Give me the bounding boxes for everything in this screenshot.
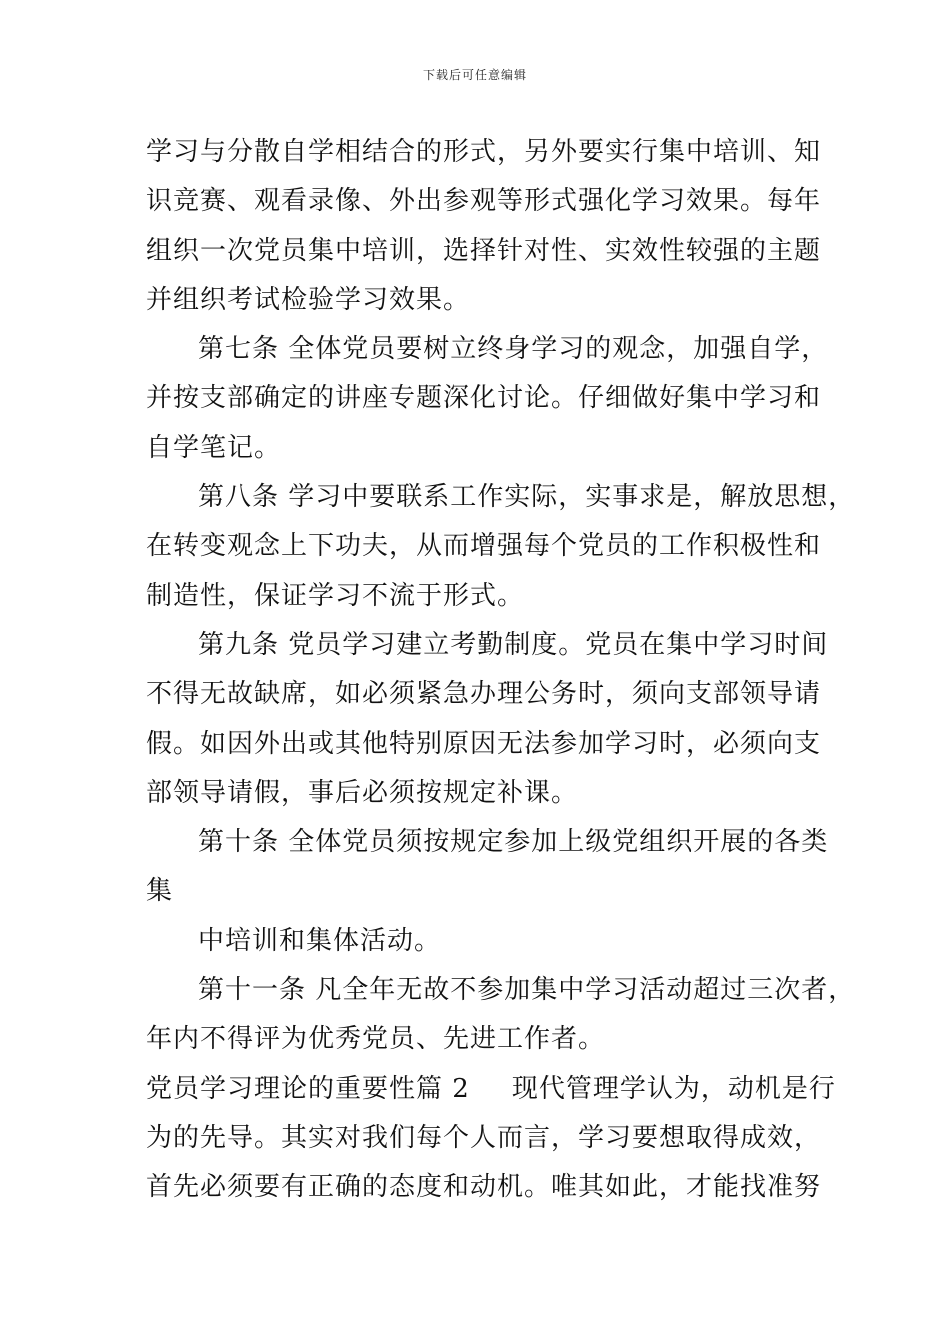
- body-line: 假。如因外出或其他特别原因无法参加学习时，必须向支: [146, 728, 822, 759]
- article-11-line: 第十一条 凡全年无故不参加集中学习活动超过三次者，: [198, 975, 856, 1006]
- article-8-line: 第八条 学习中要联系工作实际，实事求是，解放思想，: [198, 482, 856, 513]
- body-line: 不得无故缺席，如必须紧急办理公务时，须向支部领导请: [146, 679, 822, 710]
- body-line: 在转变观念上下功夫，从而增强每个党员的工作积极性和: [146, 531, 822, 562]
- document-body: [146, 128, 856, 1213]
- body-line: 部领导请假，事后必须按规定补课。: [146, 777, 579, 808]
- section-title: 党员学习理论的重要性篇 2: [146, 1073, 470, 1104]
- body-line: 中培训和集体活动。: [198, 925, 442, 956]
- body-line: 学习与分散自学相结合的形式，另外要实行集中培训、知: [146, 137, 822, 167]
- body-line: 年内不得评为优秀党员、先进工作者。: [146, 1024, 606, 1055]
- section-first-line: 现代管理学认为，动机是行: [511, 1073, 836, 1104]
- article-7-line: 第七条 全体党员要树立终身学习的观念，加强自学，: [198, 334, 829, 365]
- body-line: 制造性，保证学习不流于形式。: [146, 580, 525, 611]
- page-header: 下载后可任意编辑: [422, 68, 527, 82]
- body-line: 识竞赛、观看录像、外出参观等形式强化学习效果。每年: [146, 186, 822, 217]
- body-line: 并组织考试检验学习效果。: [146, 284, 471, 315]
- body-line: 首先必须要有正确的态度和动机。唯其如此，才能找准努: [146, 1172, 822, 1203]
- body-line: 并按支部确定的讲座专题深化讨论。仔细做好集中学习和: [146, 383, 822, 414]
- body-line: 为的先导。其实对我们每个人而言，学习要想取得成效，: [146, 1122, 822, 1153]
- article-10-line: 第十条 全体党员须按规定参加上级党组织开展的各类: [198, 827, 829, 858]
- body-line: 组织一次党员集中培训，选择针对性、实效性较强的主题: [146, 235, 822, 266]
- section-heading-line: [146, 1065, 846, 1114]
- body-line: 集: [146, 876, 174, 907]
- body-line: 自学笔记。: [146, 432, 282, 463]
- article-9-line: 第九条 党员学习建立考勤制度。党员在集中学习时间: [198, 629, 829, 660]
